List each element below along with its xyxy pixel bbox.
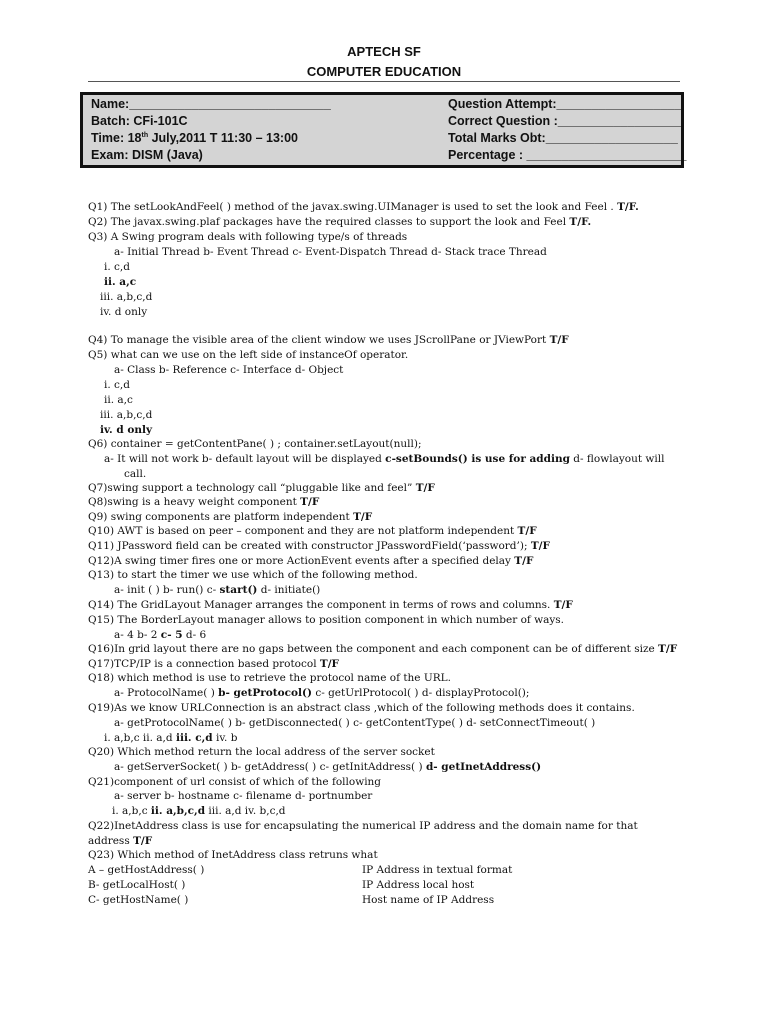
question-text: Q11) JPassword field can be created with constructor JPasswordField(‘password’); bbox=[88, 540, 531, 552]
bold-answer-text: T/F bbox=[300, 496, 320, 508]
bold-answer-text: iv. d only bbox=[100, 424, 153, 436]
header-divider bbox=[88, 81, 680, 82]
question-line bbox=[88, 230, 407, 244]
question-text: iii. a,b,c,d bbox=[100, 409, 153, 421]
question-text: Q15) The BorderLayout manager allows to position component in which number of ways. bbox=[88, 614, 565, 626]
question-text: i. c,d bbox=[104, 379, 130, 391]
time-prefix: Time: 18 bbox=[91, 131, 142, 145]
method-desc-b: IP Address local host bbox=[362, 879, 475, 891]
question-text: address bbox=[88, 835, 134, 847]
question-line bbox=[124, 467, 146, 481]
question-line bbox=[104, 275, 136, 289]
question-text: Q6) container = getContentPane( ) ; container.setLayout(null); bbox=[88, 438, 422, 450]
bold-answer-text: c-setBounds() is use for adding bbox=[385, 453, 570, 465]
bold-answer-text: ii. a,b,c,d bbox=[150, 805, 206, 817]
question-line bbox=[88, 775, 381, 789]
question-line bbox=[88, 613, 564, 627]
question-line bbox=[114, 245, 547, 259]
question-text: Q5) what can we use on the left side of instanceOf operator. bbox=[88, 349, 409, 361]
question-text: Q20) Which method return the local address of the server socket bbox=[88, 746, 435, 758]
question-text: i. a,b,c bbox=[112, 805, 151, 817]
question-line bbox=[114, 789, 372, 803]
question-line bbox=[88, 568, 418, 582]
question-line bbox=[88, 834, 152, 848]
question-text: Q3) A Swing program deals with following type/s of threads bbox=[88, 231, 408, 243]
question-text: Q9) swing components are platform independent bbox=[88, 511, 354, 523]
question-line bbox=[88, 819, 638, 833]
bold-answer-text: T/F bbox=[517, 525, 537, 537]
time-sup: th bbox=[141, 131, 149, 139]
question-text: Q10) AWT is based on peer – component and they are not platform independent bbox=[88, 525, 518, 537]
question-text: a- ProtocolName( ) bbox=[114, 687, 219, 699]
question-line bbox=[88, 200, 639, 214]
question-line bbox=[88, 701, 635, 715]
question-text: i. c,d bbox=[104, 261, 130, 273]
question-line bbox=[114, 760, 541, 774]
question-text: iv. b bbox=[212, 732, 238, 744]
exam-label: Exam: DISM (Java) bbox=[91, 148, 203, 162]
method-row-b: B- getLocalHost( ) bbox=[88, 879, 186, 891]
question-text: d- flowlayout will bbox=[569, 453, 665, 465]
question-line bbox=[88, 657, 339, 671]
question-text: Q12)A swing timer fires one or more ActionEvent events after a specified delay bbox=[88, 555, 515, 567]
time-suffix: July,2011 T 11:30 – 13:00 bbox=[148, 131, 298, 145]
question-text: Q17)TCP/IP is a connection based protocol bbox=[88, 658, 320, 670]
question-line bbox=[88, 642, 677, 656]
question-text: d- 6 bbox=[182, 629, 207, 641]
question-line bbox=[100, 305, 147, 319]
bold-answer-text: iii. c,d bbox=[175, 732, 213, 744]
question-line bbox=[112, 804, 286, 818]
exam-info-box bbox=[80, 92, 687, 168]
question-text: d- initiate() bbox=[257, 584, 321, 596]
question-line bbox=[104, 260, 130, 274]
question-text: ii. a,c bbox=[104, 394, 133, 406]
correct-question-field[interactable]: Correct Question :__________________ bbox=[448, 114, 683, 128]
question-line bbox=[88, 848, 378, 862]
question-line bbox=[114, 716, 595, 730]
document-title: APTECH SF bbox=[347, 44, 421, 59]
question-line bbox=[104, 378, 130, 392]
question-text: a- getServerSocket( ) b- getAddress( ) c- getInitAddress( ) bbox=[114, 761, 426, 773]
question-text: c- getUrlProtocol( ) d- displayProtocol(); bbox=[311, 687, 530, 699]
bold-answer-text: b- getProtocol() bbox=[218, 687, 312, 699]
question-text: Q21)component of url consist of which of the following bbox=[88, 776, 382, 788]
bold-answer-text: start() bbox=[219, 584, 258, 596]
question-line bbox=[88, 745, 435, 759]
question-text: Q2) The javax.swing.plaf packages have the required classes to support the look and Feel bbox=[88, 216, 570, 228]
method-row-a: A – getHostAddress( ) bbox=[88, 864, 205, 876]
question-text: i. a,b,c ii. a,d bbox=[104, 732, 176, 744]
question-text: a- Initial Thread b- Event Thread c- Event-Dispatch Thread d- Stack trace Thread bbox=[114, 246, 547, 258]
bold-answer-text: T/F bbox=[415, 482, 435, 494]
method-row-c: C- getHostName( ) bbox=[88, 894, 189, 906]
time-label bbox=[91, 131, 298, 145]
question-line bbox=[88, 495, 319, 509]
question-line bbox=[88, 348, 408, 362]
question-line bbox=[100, 290, 152, 304]
bold-answer-text: T/F bbox=[514, 555, 534, 567]
question-text: Q4) To manage the visible area of the client window we uses JScrollPane or JViewPort bbox=[88, 334, 550, 346]
question-text: Q13) to start the timer we use which of the following method. bbox=[88, 569, 418, 581]
question-line bbox=[88, 539, 550, 553]
question-line bbox=[114, 363, 343, 377]
bold-answer-text: T/F bbox=[549, 334, 569, 346]
bold-answer-text: T/F bbox=[133, 835, 153, 847]
question-line bbox=[88, 215, 591, 229]
question-text: iv. d only bbox=[100, 306, 148, 318]
question-line bbox=[88, 598, 573, 612]
bold-answer-text: T/F bbox=[658, 643, 678, 655]
question-text: Q16)In grid layout there are no gaps between the component and each component can be of different size bbox=[88, 643, 659, 655]
question-line bbox=[104, 393, 133, 407]
question-text: Q19)As we know URLConnection is an abstract class ,which of the following methods does it contains. bbox=[88, 702, 635, 714]
question-text: iii. a,d iv. b,c,d bbox=[205, 805, 286, 817]
question-line bbox=[88, 333, 569, 347]
question-line bbox=[88, 510, 372, 524]
question-text: Q22)InetAddress class is use for encapsulating the numerical IP address and the domain name for that bbox=[88, 820, 638, 832]
bold-answer-text: T/F. bbox=[617, 201, 639, 213]
question-line bbox=[114, 686, 529, 700]
question-line bbox=[100, 423, 152, 437]
question-text: iii. a,b,c,d bbox=[100, 291, 153, 303]
question-line bbox=[104, 452, 664, 466]
question-line bbox=[88, 437, 422, 451]
total-marks-field[interactable]: Total Marks Obt:___________________ bbox=[448, 131, 678, 145]
bold-answer-text: T/F. bbox=[569, 216, 592, 228]
bold-answer-text: T/F bbox=[553, 599, 573, 611]
bold-answer-text: T/F bbox=[319, 658, 340, 670]
question-text: a- server b- hostname c- filename d- portnumber bbox=[114, 790, 373, 802]
question-text: a- It will not work b- default layout will be displayed bbox=[104, 453, 386, 465]
bold-answer-text: ii. a,c bbox=[104, 276, 137, 288]
question-line bbox=[88, 481, 435, 495]
question-text: call. bbox=[124, 468, 147, 480]
batch-label: Batch: CFi-101C bbox=[91, 114, 188, 128]
question-line bbox=[88, 524, 537, 538]
question-text: a- 4 b- 2 bbox=[114, 629, 161, 641]
bold-answer-text: d- getInetAddress() bbox=[425, 761, 542, 773]
question-text: a- init ( ) b- run() c- bbox=[114, 584, 220, 596]
question-line bbox=[114, 628, 206, 642]
bold-answer-text: T/F bbox=[353, 511, 373, 523]
method-desc-a: IP Address in textual format bbox=[362, 864, 513, 876]
question-text: Q14) The GridLayout Manager arranges the component in terms of rows and columns. bbox=[88, 599, 554, 611]
question-line bbox=[100, 408, 152, 422]
document-subtitle: COMPUTER EDUCATION bbox=[306, 64, 462, 79]
bold-answer-text: T/F bbox=[530, 540, 550, 552]
question-text: a- Class b- Reference c- Interface d- Object bbox=[114, 364, 344, 376]
method-desc-c: Host name of IP Address bbox=[362, 894, 495, 906]
question-line bbox=[88, 554, 533, 568]
percentage-field[interactable]: Percentage : _______________________ bbox=[448, 148, 687, 162]
question-text: Q18) which method is use to retrieve the protocol name of the URL. bbox=[88, 672, 451, 684]
name-field[interactable]: Name:_____________________________ bbox=[91, 97, 331, 111]
question-text: a- getProtocolName( ) b- getDisconnected( ) c- getContentType( ) d- setConnectTimeout( ) bbox=[114, 717, 596, 729]
question-line bbox=[104, 731, 237, 745]
bold-answer-text: c- 5 bbox=[160, 629, 183, 641]
question-text: Q7)swing support a technology call “pluggable like and feel” bbox=[88, 482, 416, 494]
question-attempt-field[interactable]: Question Attempt:__________________ bbox=[448, 97, 682, 111]
question-text: Q8)swing is a heavy weight component bbox=[88, 496, 301, 508]
question-text: Q23) Which method of InetAddress class retruns what bbox=[88, 849, 378, 861]
question-line bbox=[88, 671, 451, 685]
question-text: Q1) The setLookAndFeel( ) method of the javax.swing.UIManager is used to set the look and Feel . bbox=[88, 201, 618, 213]
question-line bbox=[114, 583, 320, 597]
